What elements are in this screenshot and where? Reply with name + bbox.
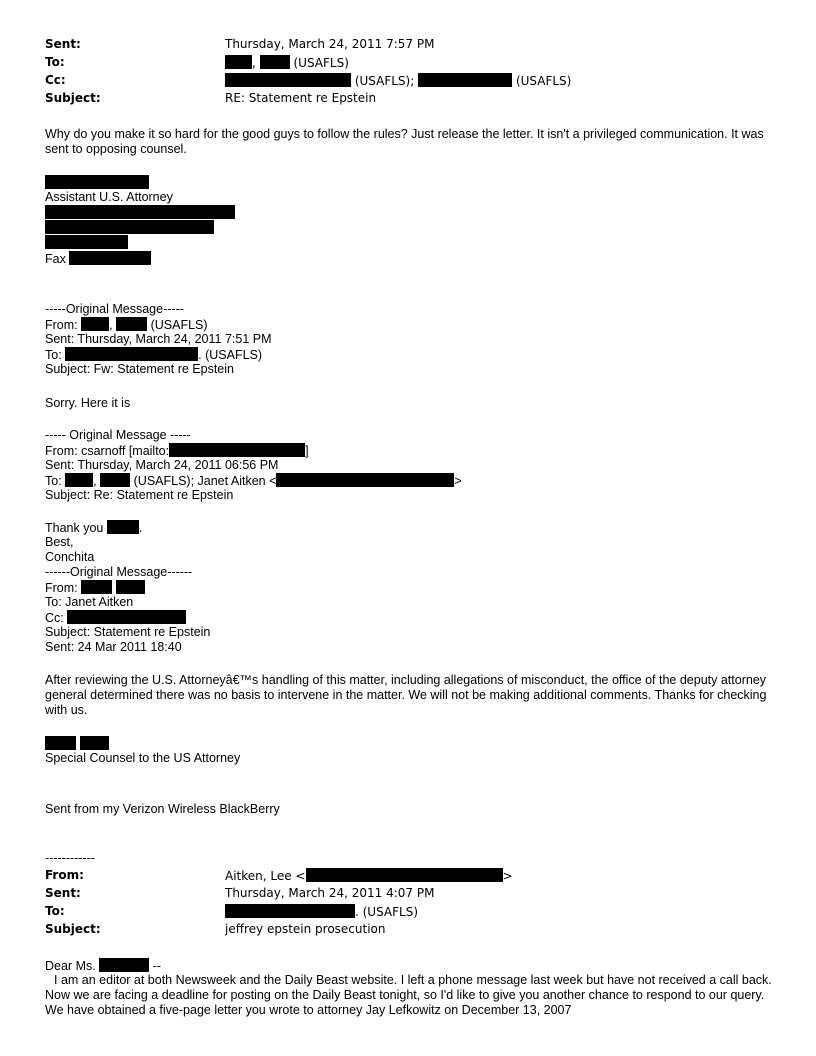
redaction (225, 904, 355, 918)
redaction (67, 610, 186, 624)
original-message-marker: ------Original Message------ (45, 565, 193, 579)
sent-label: Sent: (45, 37, 81, 51)
separator: ------------ (45, 851, 95, 865)
redaction (99, 958, 149, 972)
redaction (81, 317, 109, 331)
to-label: To: (45, 904, 65, 918)
original-message-marker: ----- Original Message ----- (45, 428, 191, 442)
redaction (65, 473, 93, 487)
body-message-1: Why do you make it so hard for the good guys to follow the rules? Just release the letter. It isn't a privileged communication. It was sent to opposing counsel. (45, 127, 764, 156)
orig3-cc: Cc: (45, 610, 186, 626)
orig3-to: To: Janet Aitken (45, 595, 134, 609)
original-message-marker: -----Original Message----- (45, 302, 184, 316)
redaction (65, 347, 198, 361)
body-message-5: I am an editor at both Newsweek and the Daily Beast website. I left a phone message last week but have not received a call back. Now we are facing a deadline for posting on the Daily Beast tonight, so I'd like to give you another chance to respond to our query. We have obtained a five-page letter you wrote to attorney Jay Lefkowitz on December 13, 2007 (45, 973, 772, 1017)
redaction (100, 473, 130, 487)
orig1-sent: Sent: Thursday, March 24, 2011 7:51 PM (45, 332, 272, 346)
orig2-to: To: , (USAFLS); Janet Aitken < > (45, 474, 462, 488)
to-value: , (USAFLS) (225, 55, 349, 71)
orig2-subject: Subject: Re: Statement re Epstein (45, 488, 234, 502)
body-message-4: After reviewing the U.S. Attorneyâ€™s handling of this matter, including allegations of misconduct, the office of the deputy attorney general determined there was no basis to intervene in the matter. We will not be making additional comments. Thanks for checking with us. (45, 673, 767, 717)
redaction (45, 736, 76, 750)
orig3-from: From: (45, 580, 145, 596)
special-counsel-title: Special Counsel to the US Attorney (45, 751, 241, 765)
subject-label: Subject: (45, 91, 101, 105)
body-message-2: Sorry. Here it is (45, 396, 131, 410)
redaction (260, 55, 290, 69)
redaction (45, 235, 128, 249)
subject-value: RE: Statement re Epstein (225, 91, 377, 105)
orig2-sent: Sent: Thursday, March 24, 2011 06:56 PM (45, 458, 279, 472)
redaction (45, 175, 149, 189)
orig1-from: From: , (USAFLS) (45, 318, 208, 332)
orig3-subject: Subject: Statement re Epstein (45, 625, 211, 639)
closing-best: Best, (45, 535, 74, 549)
sent-value: Thursday, March 24, 2011 7:57 PM (225, 37, 435, 51)
sent-value: Thursday, March 24, 2011 4:07 PM (225, 886, 435, 900)
subject-label: Subject: (45, 922, 101, 936)
salutation: Dear Ms. -- (45, 959, 161, 973)
orig3-sent: Sent: 24 Mar 2011 18:40 (45, 640, 182, 654)
subject-value: jeffrey epstein prosecution (225, 922, 386, 936)
redaction (418, 73, 512, 87)
redaction (225, 55, 252, 69)
redaction (45, 220, 214, 234)
redaction (306, 868, 503, 882)
fax-line: Fax (45, 251, 151, 267)
sender-name: Conchita (45, 550, 95, 564)
orig1-to: To: . (USAFLS) (45, 348, 263, 362)
sent-label: Sent: (45, 886, 81, 900)
cc-label: Cc: (45, 73, 66, 87)
redaction (169, 443, 305, 457)
thanks-line: Thank you . (45, 521, 143, 535)
redaction (80, 736, 109, 750)
redaction (276, 473, 454, 487)
signature-title: Assistant U.S. Attorney (45, 190, 173, 204)
redaction (116, 580, 145, 594)
orig1-subject: Subject: Fw: Statement re Epstein (45, 362, 234, 376)
from-label: From: (45, 868, 84, 882)
redaction (81, 580, 112, 594)
cc-value: (USAFLS); (USAFLS) (225, 73, 571, 89)
redaction (225, 73, 351, 87)
from-value: Aitken, Lee < > (225, 869, 513, 883)
blackberry-footer: Sent from my Verizon Wireless BlackBerry (45, 802, 280, 816)
redaction (116, 317, 147, 331)
redaction (107, 520, 139, 534)
orig2-from: From: csarnoff [mailto: ] (45, 444, 309, 458)
redaction (45, 205, 235, 219)
to-label: To: (45, 55, 65, 69)
to-value: . (USAFLS) (225, 904, 418, 920)
redaction (69, 251, 151, 265)
